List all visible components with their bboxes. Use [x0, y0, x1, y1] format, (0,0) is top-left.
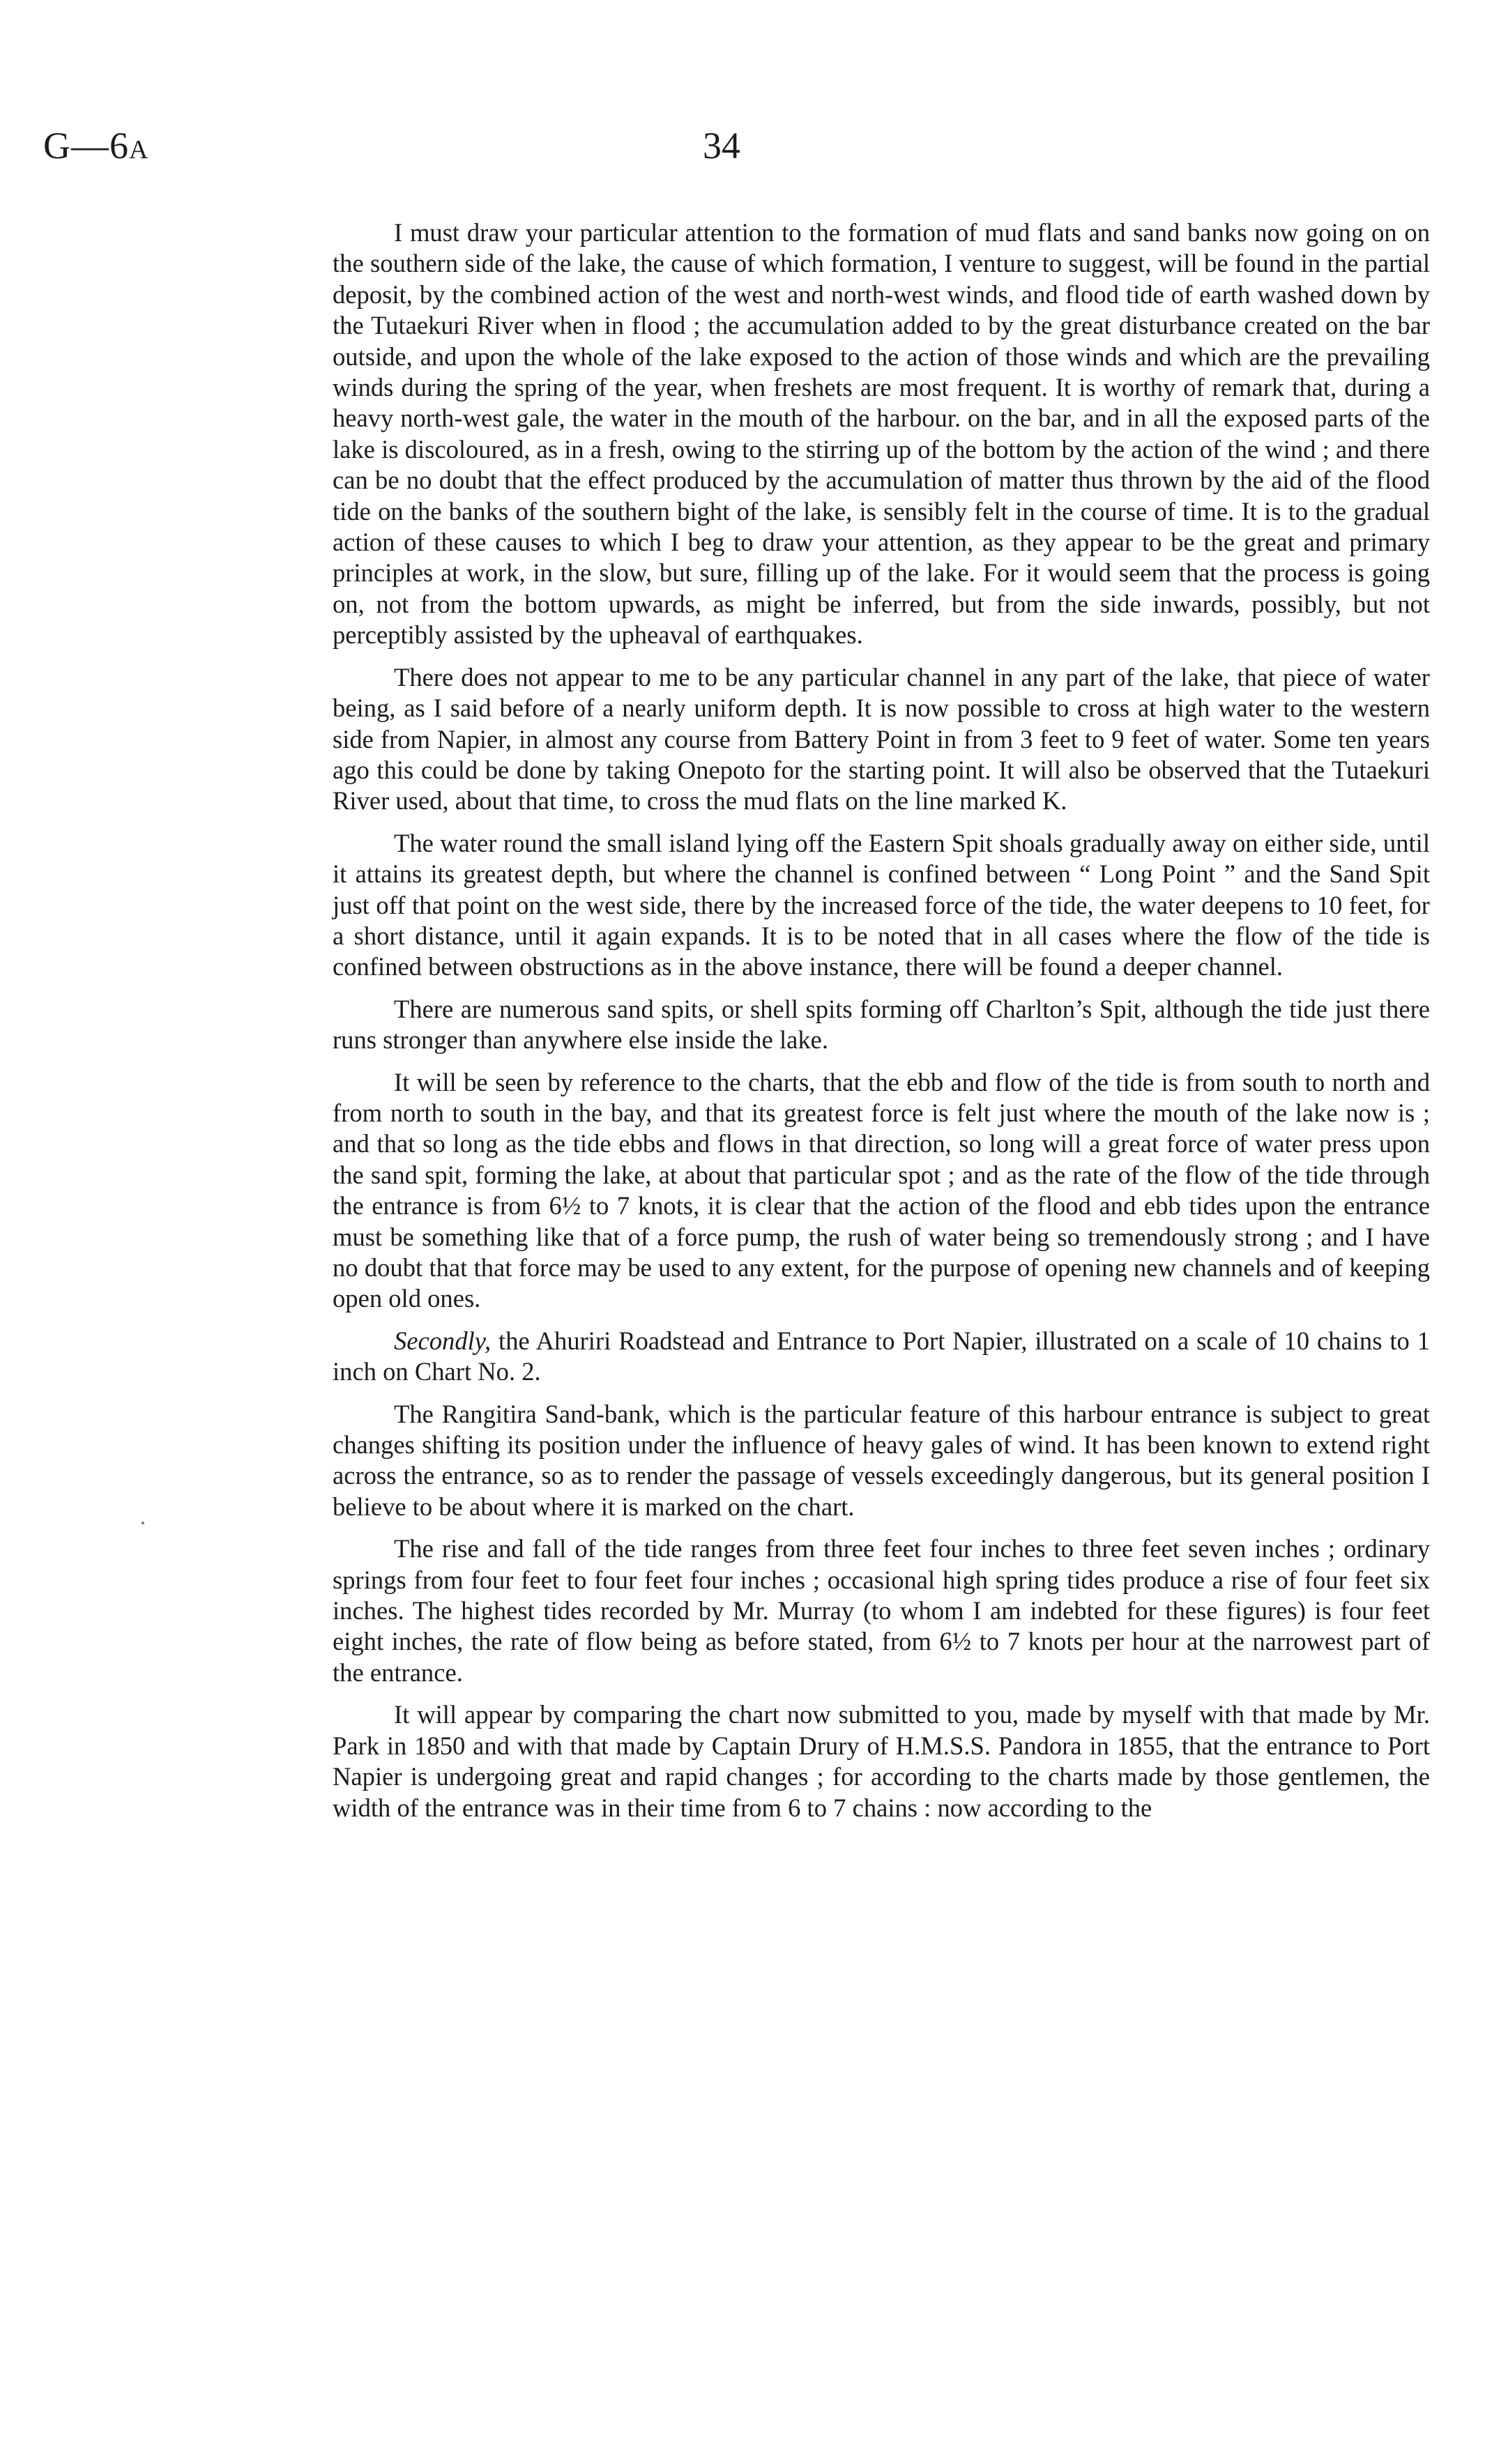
stray-mark	[142, 1522, 144, 1524]
paragraph-mud-flats: I must draw your particular attention to the formation of mud flats and sand banks now going on on the southern side of the lake, the cause of which formation, I venture to suggest, will be found in the partial deposit, by the combined action of the west and north-west winds, and flood tide of earth washed down by the Tutaekuri River when in flood ; the accumulation added to by the great disturbance created on the bar outside, and upon the whole of the lake exposed to the action of those winds and which are the prevailing winds during the spring of the year, when freshets are most frequent. It is worthy of remark that, during a heavy north-west gale, the water in the mouth of the harbour. on the bar, and in all the exposed parts of the lake is discoloured, as in a fresh, owing to the stirring up of the bottom by the action of the wind ; and there can be no doubt that the effect produced by the accumulation of matter thus thrown by the aid of the flood tide on the banks of the southern bight of the lake, is sensibly felt in the course of time. It is to the gradual action of these causes to which I beg to draw your attention, as they appear to be the great and primary principles at work, in the slow, but sure, filling up of the lake. For it would seem that the process is going on, not from the bottom upwards, as might be inferred, but from the side inwards, possibly, but not perceptibly assisted by the upheaval of earthquakes.	[333, 218, 1430, 650]
paragraph-secondly	[333, 1326, 1430, 1388]
paragraph-rangitira-sandbank: The Rangitira Sand-bank, which is the particular feature of this harbour entrance is subject to great changes shifting its position under the influence of heavy gales of wind. It has been known to extend right across the entrance, so as to render the passage of vessels exceedingly dangerous, but its general position I believe to be about where it is marked on the chart.	[333, 1399, 1430, 1521]
document-reference-main: G—6	[43, 125, 129, 167]
secondly-lead: Secondly,	[394, 1326, 492, 1355]
paragraph-tide-force: It will be seen by reference to the charts, that the ebb and flow of the tide is from south to north and from north to south in the bay, and that its greatest force is felt just where the mouth of the lake now is ; and that so long as the tide ebbs and flows in that direction, so long will a great force of water press upon the sand spit, forming the lake, at about that particular spot ; and as the rate of the flow of the tide through the entrance is from 6½ to 7 knots, it is clear that the action of the flood and ebb tides upon the entrance must be something like that of a force pump, the rush of water being so tremendously strong ; and I have no doubt that that force may be used to any extent, for the purpose of opening new channels and of keeping open old ones.	[333, 1067, 1430, 1313]
page-number: 34	[703, 125, 740, 167]
paragraph-channel-depth: There does not appear to me to be any particular channel in any part of the lake, that piece of water being, as I said before of a nearly uniform depth. It is now possible to cross at high water to the western side from Napier, in almost any course from Battery Point in from 3 feet to 9 feet of water. Some ten years ago this could be done by taking Onepoto for the starting point. It will also be observed that the Tutaekuri River used, about that time, to cross the mud flats on the line marked K.	[333, 662, 1430, 816]
body-text	[333, 217, 1430, 1835]
paragraph-tide-range: The rise and fall of the tide ranges from three feet four inches to three feet seven inches ; ordinary springs from four feet to four feet four inches ; occasional high spring tides produce a rise of four feet six inches. The highest tides recorded by Mr. Murray (to whom I am indebted for these figures) is four feet eight inches, the rate of flow being as before stated, from 6½ to 7 knots per hour at the narrowest part of the entrance.	[333, 1534, 1430, 1687]
paragraph-chart-comparison: It will appear by comparing the chart now submitted to you, made by myself with that made by Mr. Park in 1850 and with that made by Captain Drury of H.M.S.S. Pandora in 1855, that the entrance to Port Napier is undergoing great and rapid changes ; for according to the charts made by those gentlemen, the width of the entrance was in their time from 6 to 7 chains : now according to the	[333, 1700, 1430, 1822]
paragraph-sand-spits: There are numerous sand spits, or shell spits forming off Charlton’s Spit, although the tide just there runs stronger than anywhere else inside the lake.	[333, 994, 1430, 1055]
document-reference-suffix: A	[129, 135, 149, 164]
secondly-rest: the Ahuriri Roadstead and Entrance to Port Napier, illustrated on a scale of 10 chains to 1 inch on Chart No. 2.	[333, 1326, 1430, 1386]
paragraph-small-island: The water round the small island lying off the Eastern Spit shoals gradually away on either side, until it attains its greatest depth, but where the channel is confined between “ Long Point ” and the Sand Spit just off that point on the west side, there by the increased force of the tide, the water deepens to 10 feet, for a short distance, until it again expands. It is to be noted that in all cases where the flow of the tide is confined between obstructions as in the above instance, there will be found a deeper channel.	[333, 828, 1430, 981]
document-reference	[43, 124, 148, 167]
